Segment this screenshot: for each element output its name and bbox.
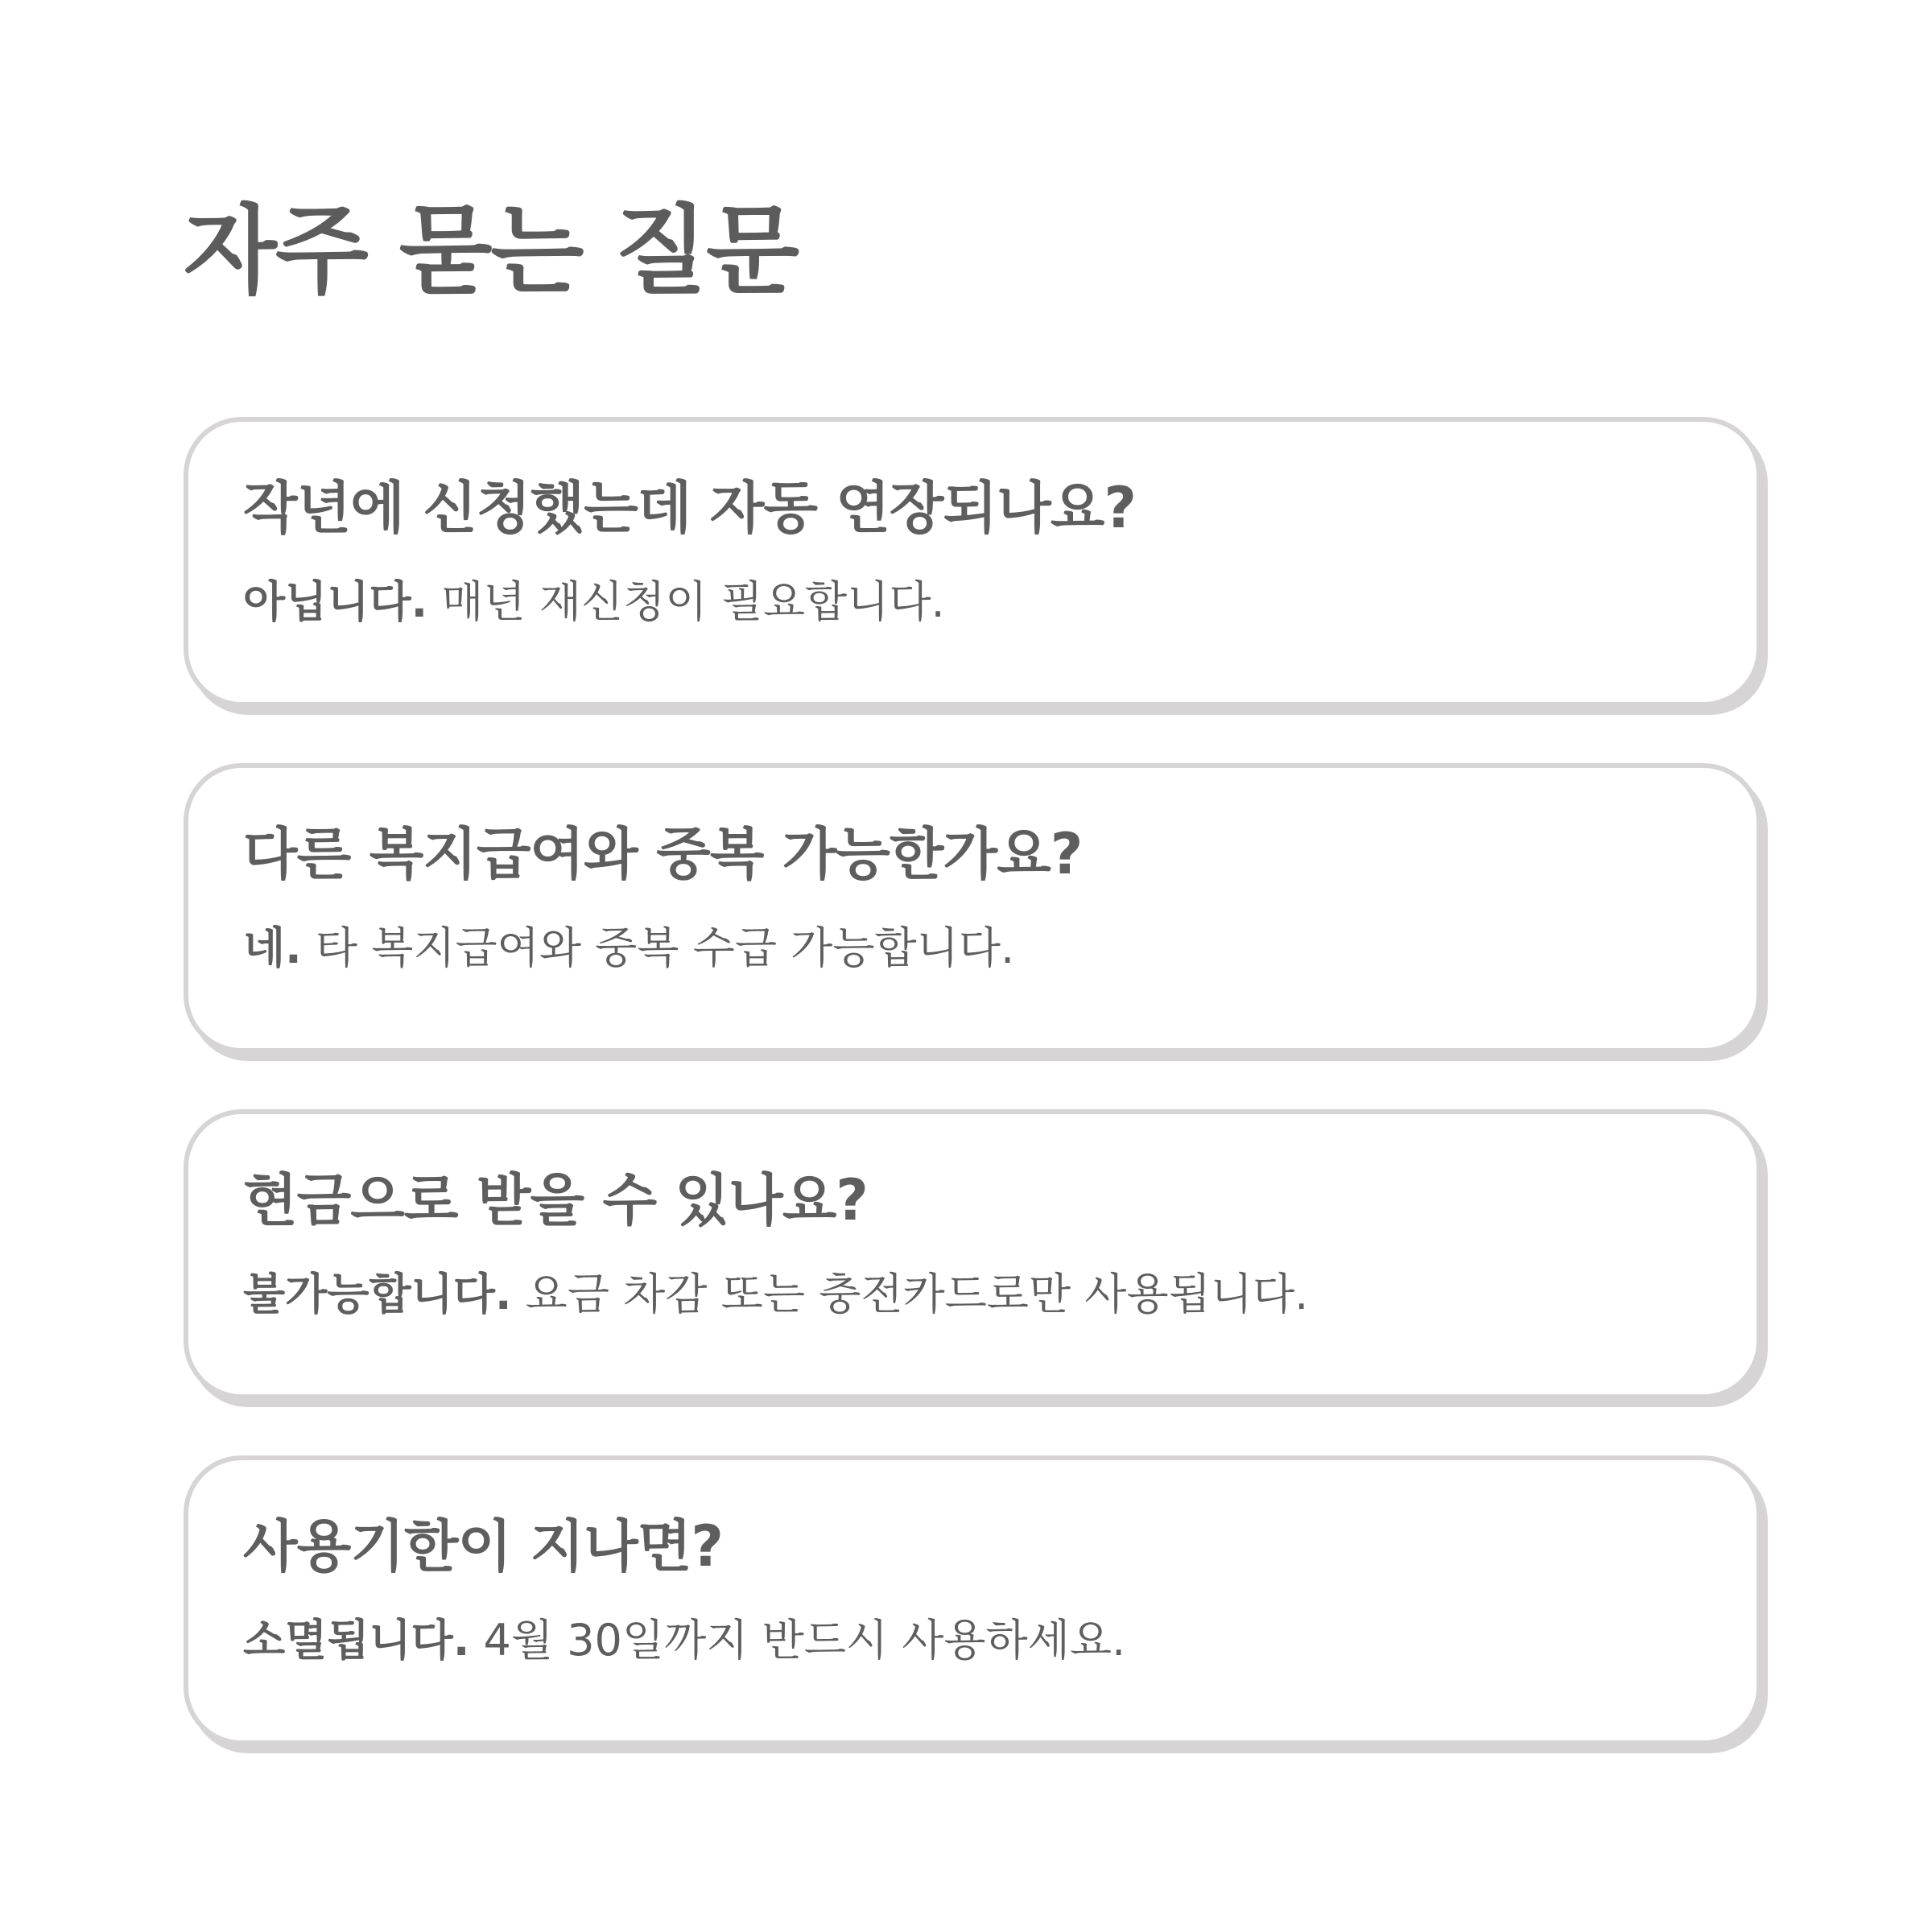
faq-item	[184, 1109, 1761, 1399]
faq-item	[184, 417, 1761, 707]
answer-lead: 소멸됩니다.	[243, 1615, 470, 1666]
faq-question: 작년에 신청했는데 자동 연장되나요?	[243, 475, 1137, 541]
faq-answer	[243, 1612, 1757, 1670]
faq-answer	[243, 919, 1757, 977]
page-title: 자주 묻는 질문	[184, 196, 799, 308]
answer-detail: 요금 차감 또는 충전카드로만 사용됩니다.	[525, 1269, 1309, 1319]
faq-item	[184, 763, 1761, 1053]
faq-answer	[243, 1265, 1757, 1323]
answer-lead: 네.	[243, 923, 302, 973]
faq-answer	[243, 573, 1757, 631]
faq-item	[184, 1455, 1761, 1745]
faq-question: 현금으로 받을 수 있나요?	[243, 1167, 868, 1233]
answer-detail: 4월 30일까지 반드시 사용하세요.	[483, 1615, 1126, 1666]
answer-lead: 불가능합니다.	[243, 1269, 512, 1319]
answer-detail: 매년 재신청이 필요합니다.	[441, 576, 945, 627]
answer-lead: 아닙니다.	[243, 576, 428, 627]
faq-question: 사용기한이 지나면?	[243, 1513, 723, 1579]
faq-list	[184, 417, 1761, 1802]
faq-question: 다른 복지급여와 중복 가능한가요?	[243, 821, 1083, 887]
answer-detail: 타 복지급여와 중복 수급 가능합니다.	[315, 923, 1015, 973]
